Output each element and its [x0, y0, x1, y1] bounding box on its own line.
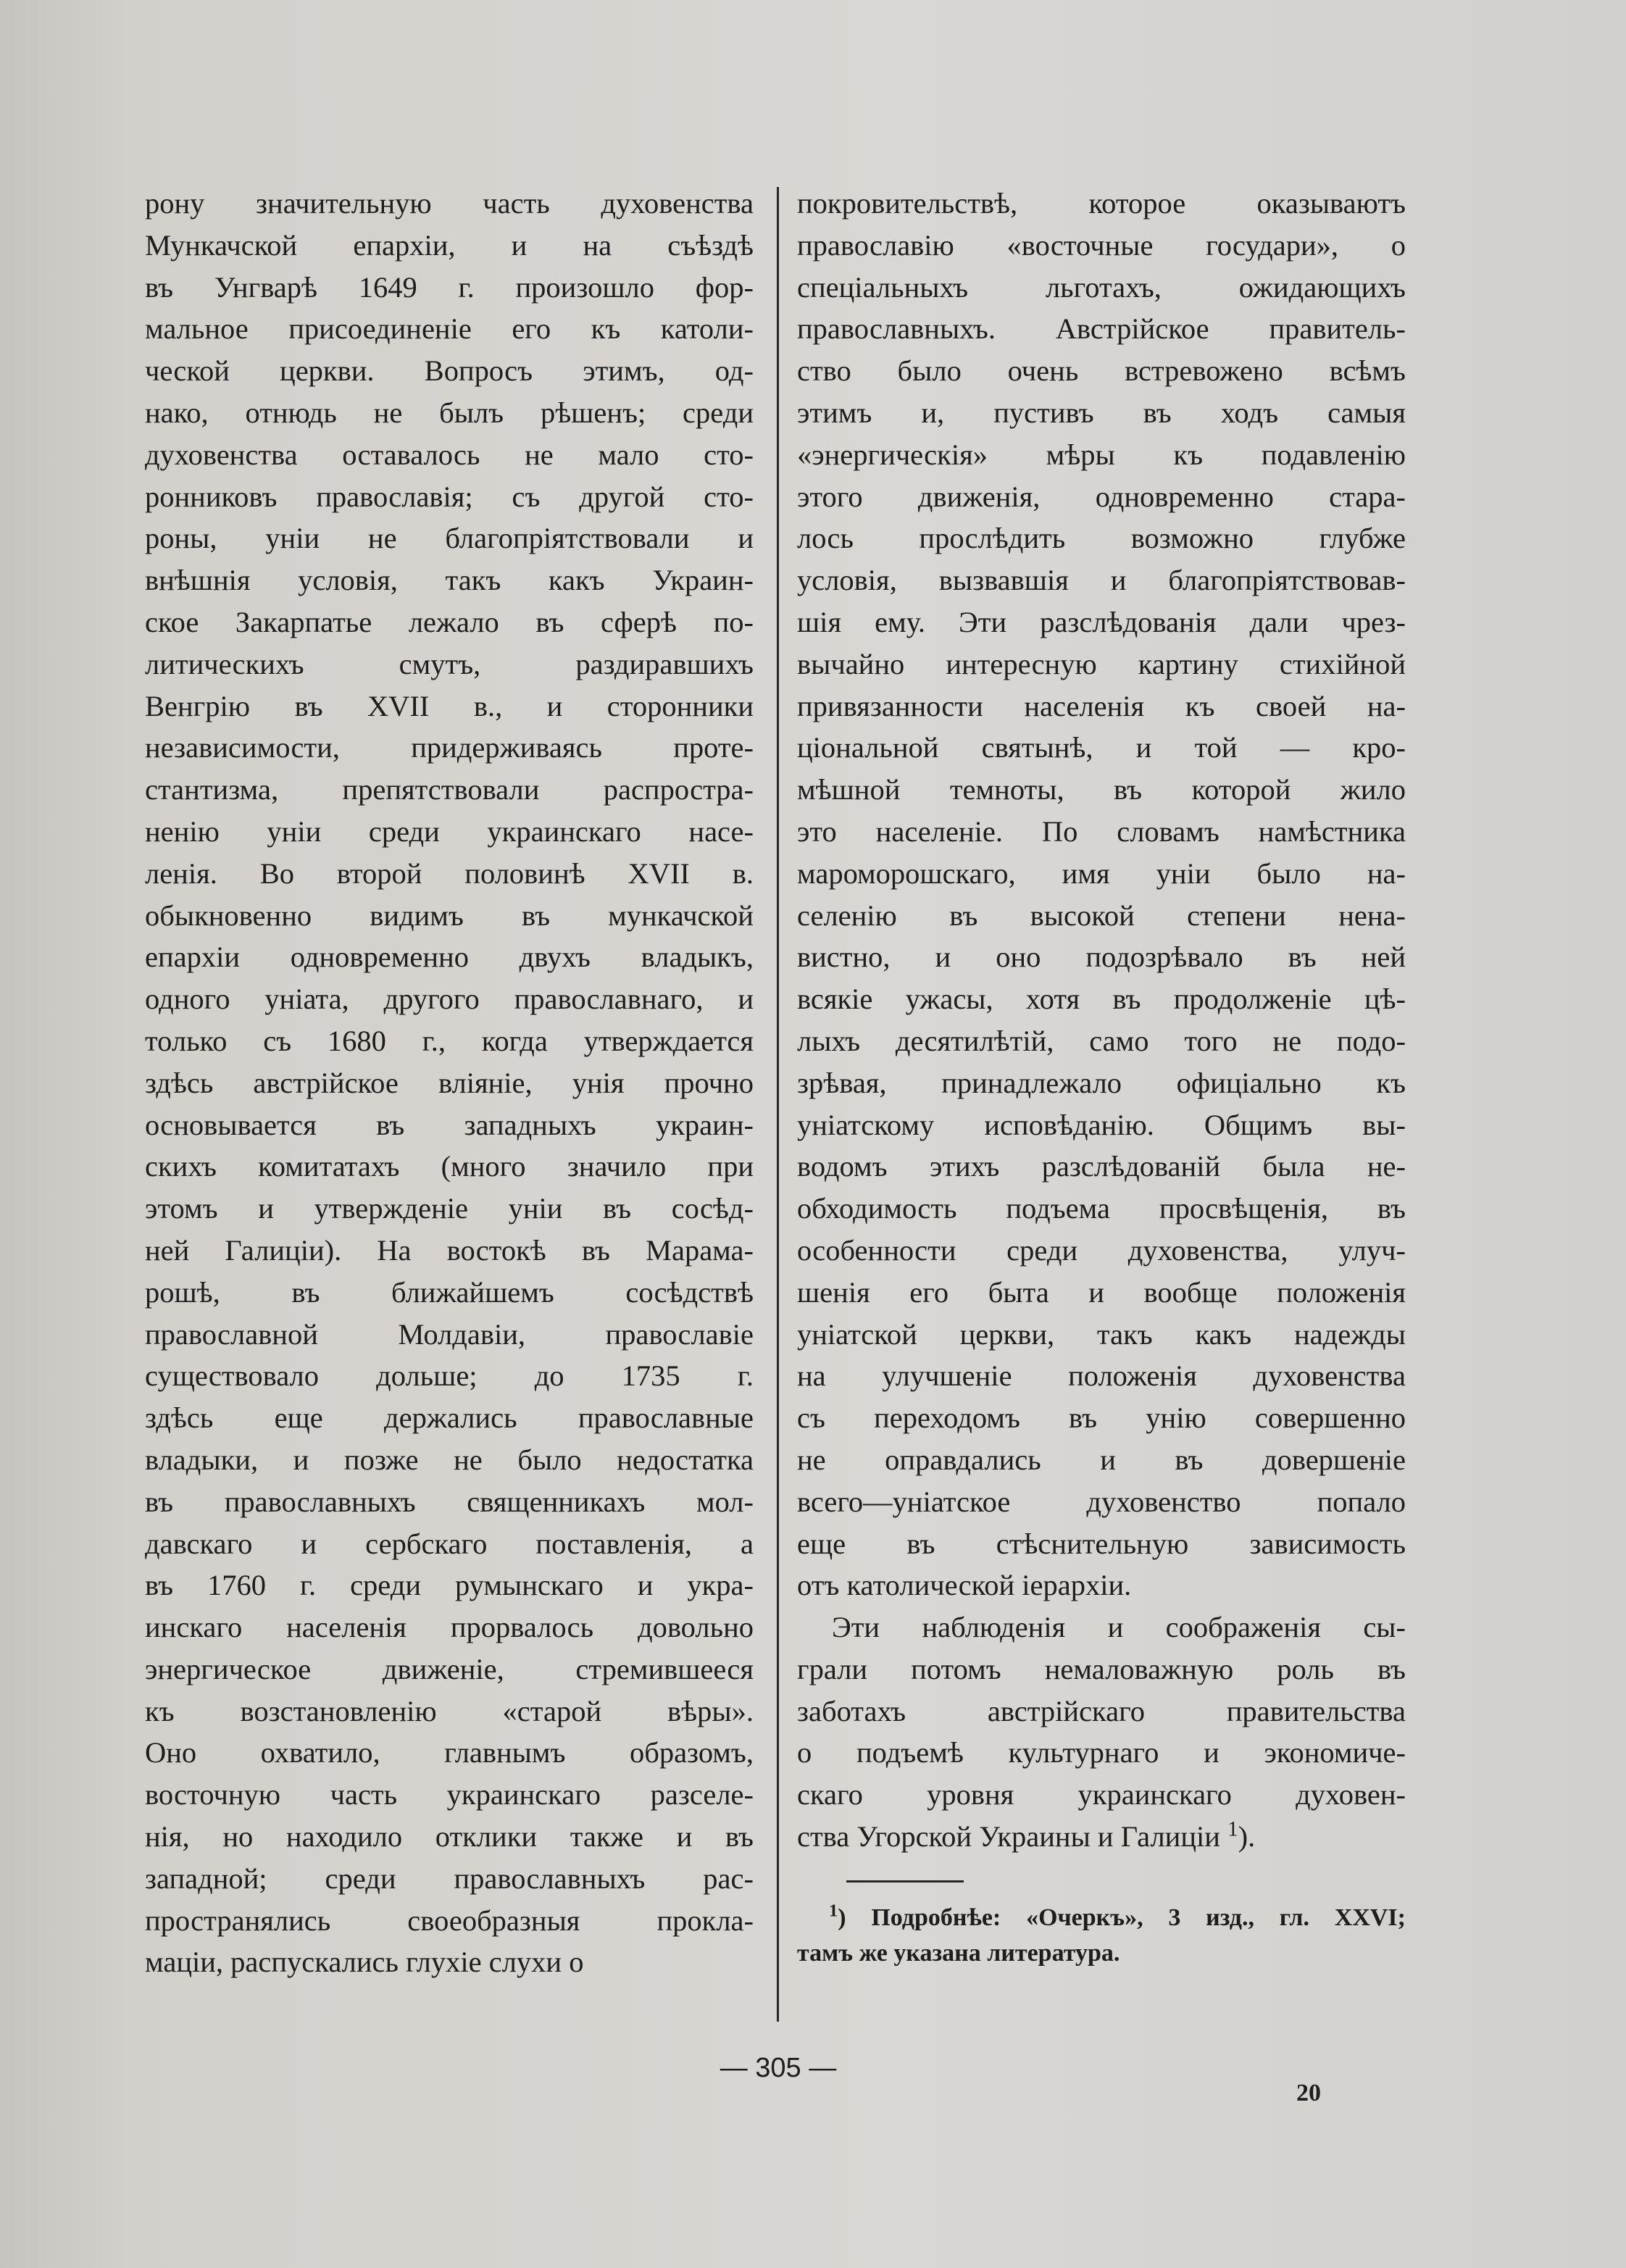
- text-line: въ Унгварѣ 1649 г. произошло фор-: [145, 270, 754, 304]
- text-line: только съ 1680 г., когда утверждается: [145, 1024, 754, 1057]
- text-line: этого движенія, одновременно стара-: [797, 480, 1406, 513]
- text-line: грали потомъ немаловажную роль въ: [797, 1652, 1406, 1685]
- text-line: мальное присоединеніе его къ католи-: [145, 312, 754, 346]
- text-fragment: ).: [1238, 1820, 1256, 1854]
- text-line: ней Галиціи). На востокѣ въ Марама-: [145, 1233, 754, 1267]
- footnote: [797, 1900, 1406, 1971]
- text-line: ство было очень встревожено всѣмъ: [797, 354, 1406, 388]
- text-line: энергическое движеніе, стремившееся: [145, 1652, 754, 1685]
- text-line: православной Молдавіи, православіе: [145, 1317, 754, 1351]
- text-line: ческой церкви. Вопросъ этимъ, од-: [145, 354, 754, 388]
- text-line: духовенства оставалось не мало сто-: [145, 438, 754, 471]
- text-line: ронниковъ православія; съ другой сто-: [145, 480, 754, 513]
- text-line: ненію уніи среди украинскаго насе-: [145, 814, 754, 848]
- text-line: роны, уніи не благопріятствовали и: [145, 522, 754, 555]
- text-line: инскаго населенія прорвалось довольно: [145, 1611, 754, 1644]
- text-line: уніатской церкви, такъ какъ надежды: [797, 1317, 1406, 1351]
- text-line: Оно охватило, главнымъ образомъ,: [145, 1736, 754, 1769]
- text-line: скаго уровня украинскаго духовен-: [797, 1778, 1406, 1812]
- text-line: отъ католической іерархіи.: [797, 1569, 1132, 1602]
- text-line: къ возстановленію «старой вѣры».: [145, 1694, 754, 1727]
- footnote-text: ) Подробнѣе: «Очеркъ», 3 изд., гл. XXVI;: [838, 1904, 1406, 1931]
- text-line: [797, 1816, 1406, 1858]
- signature-mark: 20: [1296, 2080, 1321, 2106]
- text-line: съ переходомъ въ унію совершенно: [797, 1401, 1406, 1435]
- text-line: внѣшнія условія, такъ какъ Украин-: [145, 564, 754, 597]
- text-line: независимости, придерживаясь проте-: [145, 731, 754, 764]
- text-line: заботахъ австрійскаго правительства: [797, 1694, 1406, 1727]
- text-line: здѣсь еще держались православные: [145, 1401, 754, 1435]
- text-line: восточную часть украинскаго разселе-: [145, 1778, 754, 1812]
- text-line: на улучшеніе положенія духовенства: [797, 1359, 1406, 1393]
- text-line: лыхъ десятилѣтій, само того не подо-: [797, 1024, 1406, 1057]
- text-line: не оправдались и въ довершеніе: [797, 1443, 1406, 1476]
- text-line: владыки, и позже не было недостатка: [145, 1443, 754, 1476]
- text-line: всего—уніатское духовенство попало: [797, 1485, 1406, 1518]
- text-line: зрѣвая, принадлежало офиціально къ: [797, 1066, 1406, 1099]
- text-line: одного уніата, другого православнаго, и: [145, 983, 754, 1016]
- text-line: нія, но находило отклики также и въ: [145, 1820, 754, 1854]
- text-line: обходимость подъема просвѣщенія, въ: [797, 1192, 1406, 1225]
- text-fragment: ства Угорской Украины и Галиціи: [797, 1820, 1220, 1854]
- text-line: основывается въ западныхъ украин-: [145, 1108, 754, 1141]
- text-line: Мункачской епархіи, и на съѣздѣ: [145, 228, 754, 262]
- text-line: условія, вызвавшія и благопріятствовав-: [797, 564, 1406, 597]
- footnote-line: [797, 1900, 1406, 1935]
- text-line: о подъемѣ культурнаго и экономиче-: [797, 1736, 1406, 1769]
- text-line: уніатскому исповѣданію. Общимъ вы-: [797, 1108, 1406, 1141]
- text-line: это населеніе. По словамъ намѣстника: [797, 814, 1406, 848]
- footnote-rule: [846, 1880, 964, 1883]
- text-line: въ 1760 г. среди румынскаго и укра-: [145, 1569, 754, 1602]
- text-line: рошѣ, въ ближайшемъ сосѣдствѣ: [145, 1275, 754, 1309]
- text-line: маціи, распускались глухіе слухи о: [145, 1946, 584, 1979]
- text-line: нако, отнюдь не былъ рѣшенъ; среди: [145, 396, 754, 429]
- text-line: скихъ комитатахъ (много значило при: [145, 1150, 754, 1183]
- text-line: обыкновенно видимъ въ мункачской: [145, 899, 754, 932]
- text-line: спеціальныхъ льготахъ, ожидающихъ: [797, 270, 1406, 304]
- text-line: ленія. Во второй половинѣ XVII в.: [145, 856, 754, 890]
- text-line: вычайно интересную картину стихійной: [797, 647, 1406, 680]
- text-line: ціональной святынѣ, и той — кро-: [797, 731, 1406, 764]
- left-text-column: [145, 183, 754, 1983]
- text-line: православію «восточные государи», о: [797, 228, 1406, 262]
- text-line: Венгрію въ XVII в., и сторонники: [145, 689, 754, 722]
- text-line: «энергическія» мѣры къ подавленію: [797, 438, 1406, 471]
- text-line: рону значительную часть духовенства: [145, 187, 754, 220]
- text-line: покровительствѣ, которое оказываютъ: [797, 187, 1406, 220]
- text-line: литическихъ смутъ, раздиравшихъ: [145, 647, 754, 680]
- text-line: въ православныхъ священникахъ мол-: [145, 1485, 754, 1518]
- text-line: православныхъ. Австрійское правитель-: [797, 312, 1406, 346]
- text-line: селенію въ высокой степени нена-: [797, 899, 1406, 932]
- text-line: пространялись своеобразныя прокла-: [145, 1904, 754, 1937]
- text-line: водомъ этихъ разслѣдованій была не-: [797, 1150, 1406, 1183]
- text-line: существовало дольше; до 1735 г.: [145, 1359, 754, 1393]
- text-line: мѣшной темноты, въ которой жило: [797, 773, 1406, 806]
- text-line: западной; среди православныхъ рас-: [145, 1861, 754, 1895]
- text-line: шенія его быта и вообще положенія: [797, 1275, 1406, 1309]
- footnote-reference: 1: [1227, 1817, 1238, 1841]
- page-number: — 305 —: [720, 2053, 837, 2083]
- text-line: вистно, и оно подозрѣвало въ ней: [797, 941, 1406, 974]
- text-line: привязанности населенія къ своей на-: [797, 689, 1406, 722]
- text-line: давскаго и сербскаго поставленія, а: [145, 1527, 754, 1560]
- text-line: лось прослѣдить возможно глубже: [797, 522, 1406, 555]
- text-line: всякіе ужасы, хотя въ продолженіе цѣ-: [797, 983, 1406, 1016]
- text-line: здѣсь австрійское вліяніе, унія прочно: [145, 1066, 754, 1099]
- text-line: Эти наблюденія и соображенія сы-: [832, 1611, 1406, 1644]
- text-line: мароморошскаго, имя уніи было на-: [797, 856, 1406, 890]
- text-line: этомъ и утвержденіе уніи въ сосѣд-: [145, 1192, 754, 1225]
- text-line: стантизма, препятствовали распростра-: [145, 773, 754, 806]
- column-divider: [777, 187, 779, 2022]
- right-text-column: [797, 183, 1406, 1858]
- text-line: еще въ стѣснительную зависимость: [797, 1527, 1406, 1560]
- text-line: шія ему. Эти разслѣдованія дали чрез-: [797, 605, 1406, 638]
- footnote-marker: 1: [829, 1901, 838, 1921]
- text-line: особенности среди духовенства, улуч-: [797, 1233, 1406, 1267]
- text-line: этимъ и, пустивъ въ ходъ самыя: [797, 396, 1406, 429]
- text-line: епархіи одновременно двухъ владыкъ,: [145, 941, 754, 974]
- footnote-line: тамъ же указана литература.: [797, 1940, 1120, 1967]
- text-line: ское Закарпатье лежало въ сферѣ по-: [145, 605, 754, 638]
